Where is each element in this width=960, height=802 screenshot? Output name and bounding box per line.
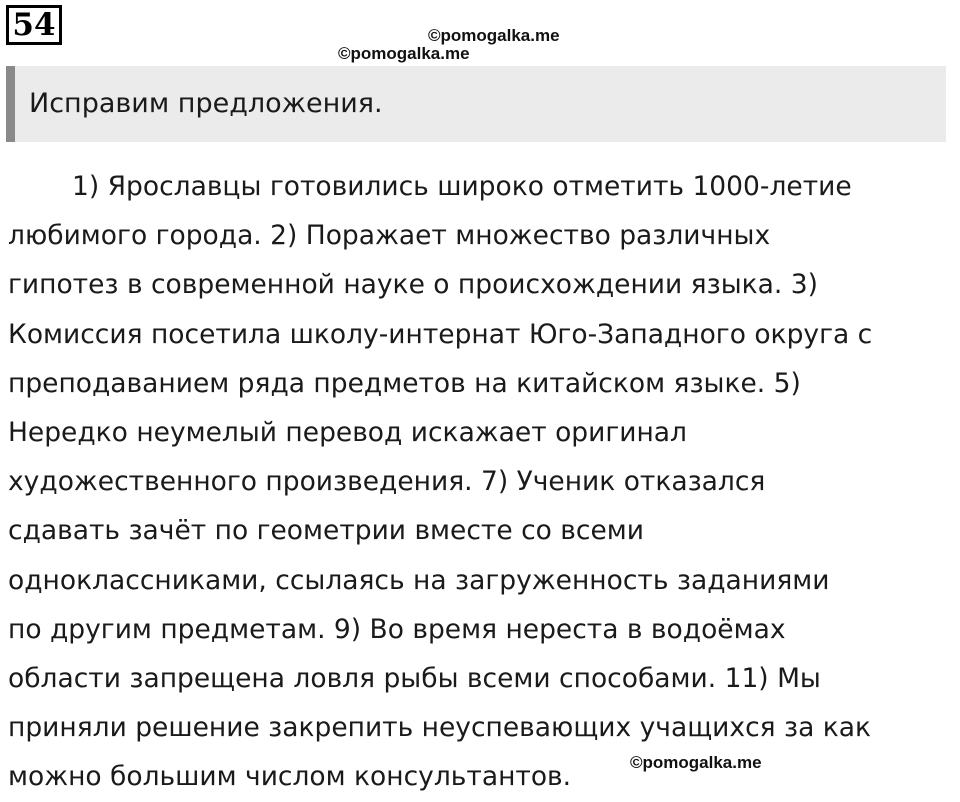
- watermark: ©pomogalka.me: [630, 753, 762, 772]
- text-line: можно большим числом консультантов.: [8, 761, 572, 793]
- text-line: сдавать зачёт по геометрии вместе со всеми: [8, 515, 644, 547]
- text-line: Нередко неумелый перевод искажает оригинал: [8, 417, 687, 449]
- text-line: одноклассниками, ссылаясь на загруженность заданиями: [8, 564, 830, 596]
- text-line: по другим предметам. 9) Во время нереста в водоёмах: [8, 613, 786, 645]
- text-line: любимого города. 2) Поражает множество различных: [8, 220, 771, 252]
- text-line: гипотез в современной науке о происхождении языка. 3): [8, 269, 818, 301]
- watermark: ©pomogalka.me: [338, 44, 470, 63]
- text-line: Комиссия посетила школу-интернат Юго-Западного округа с: [8, 318, 873, 350]
- text-line: приняли решение закрепить неуспевающих учащихся за как: [8, 712, 872, 744]
- task-title: Исправим предложения.: [29, 88, 383, 119]
- text-line: преподаванием ряда предметов на китайском языке. 5): [8, 367, 801, 399]
- exercise-text: [8, 162, 956, 802]
- exercise-number-badge: 54: [6, 5, 62, 45]
- task-banner: [6, 66, 946, 142]
- text-line: художественного произведения. 7) Ученик отказался: [8, 466, 766, 498]
- text-line: 1) Ярославцы готовились широко отметить 1000-летие: [72, 171, 852, 202]
- text-line: области запрещена ловля рыбы всеми способами. 11) Мы: [8, 663, 821, 695]
- watermark: ©pomogalka.me: [428, 26, 560, 45]
